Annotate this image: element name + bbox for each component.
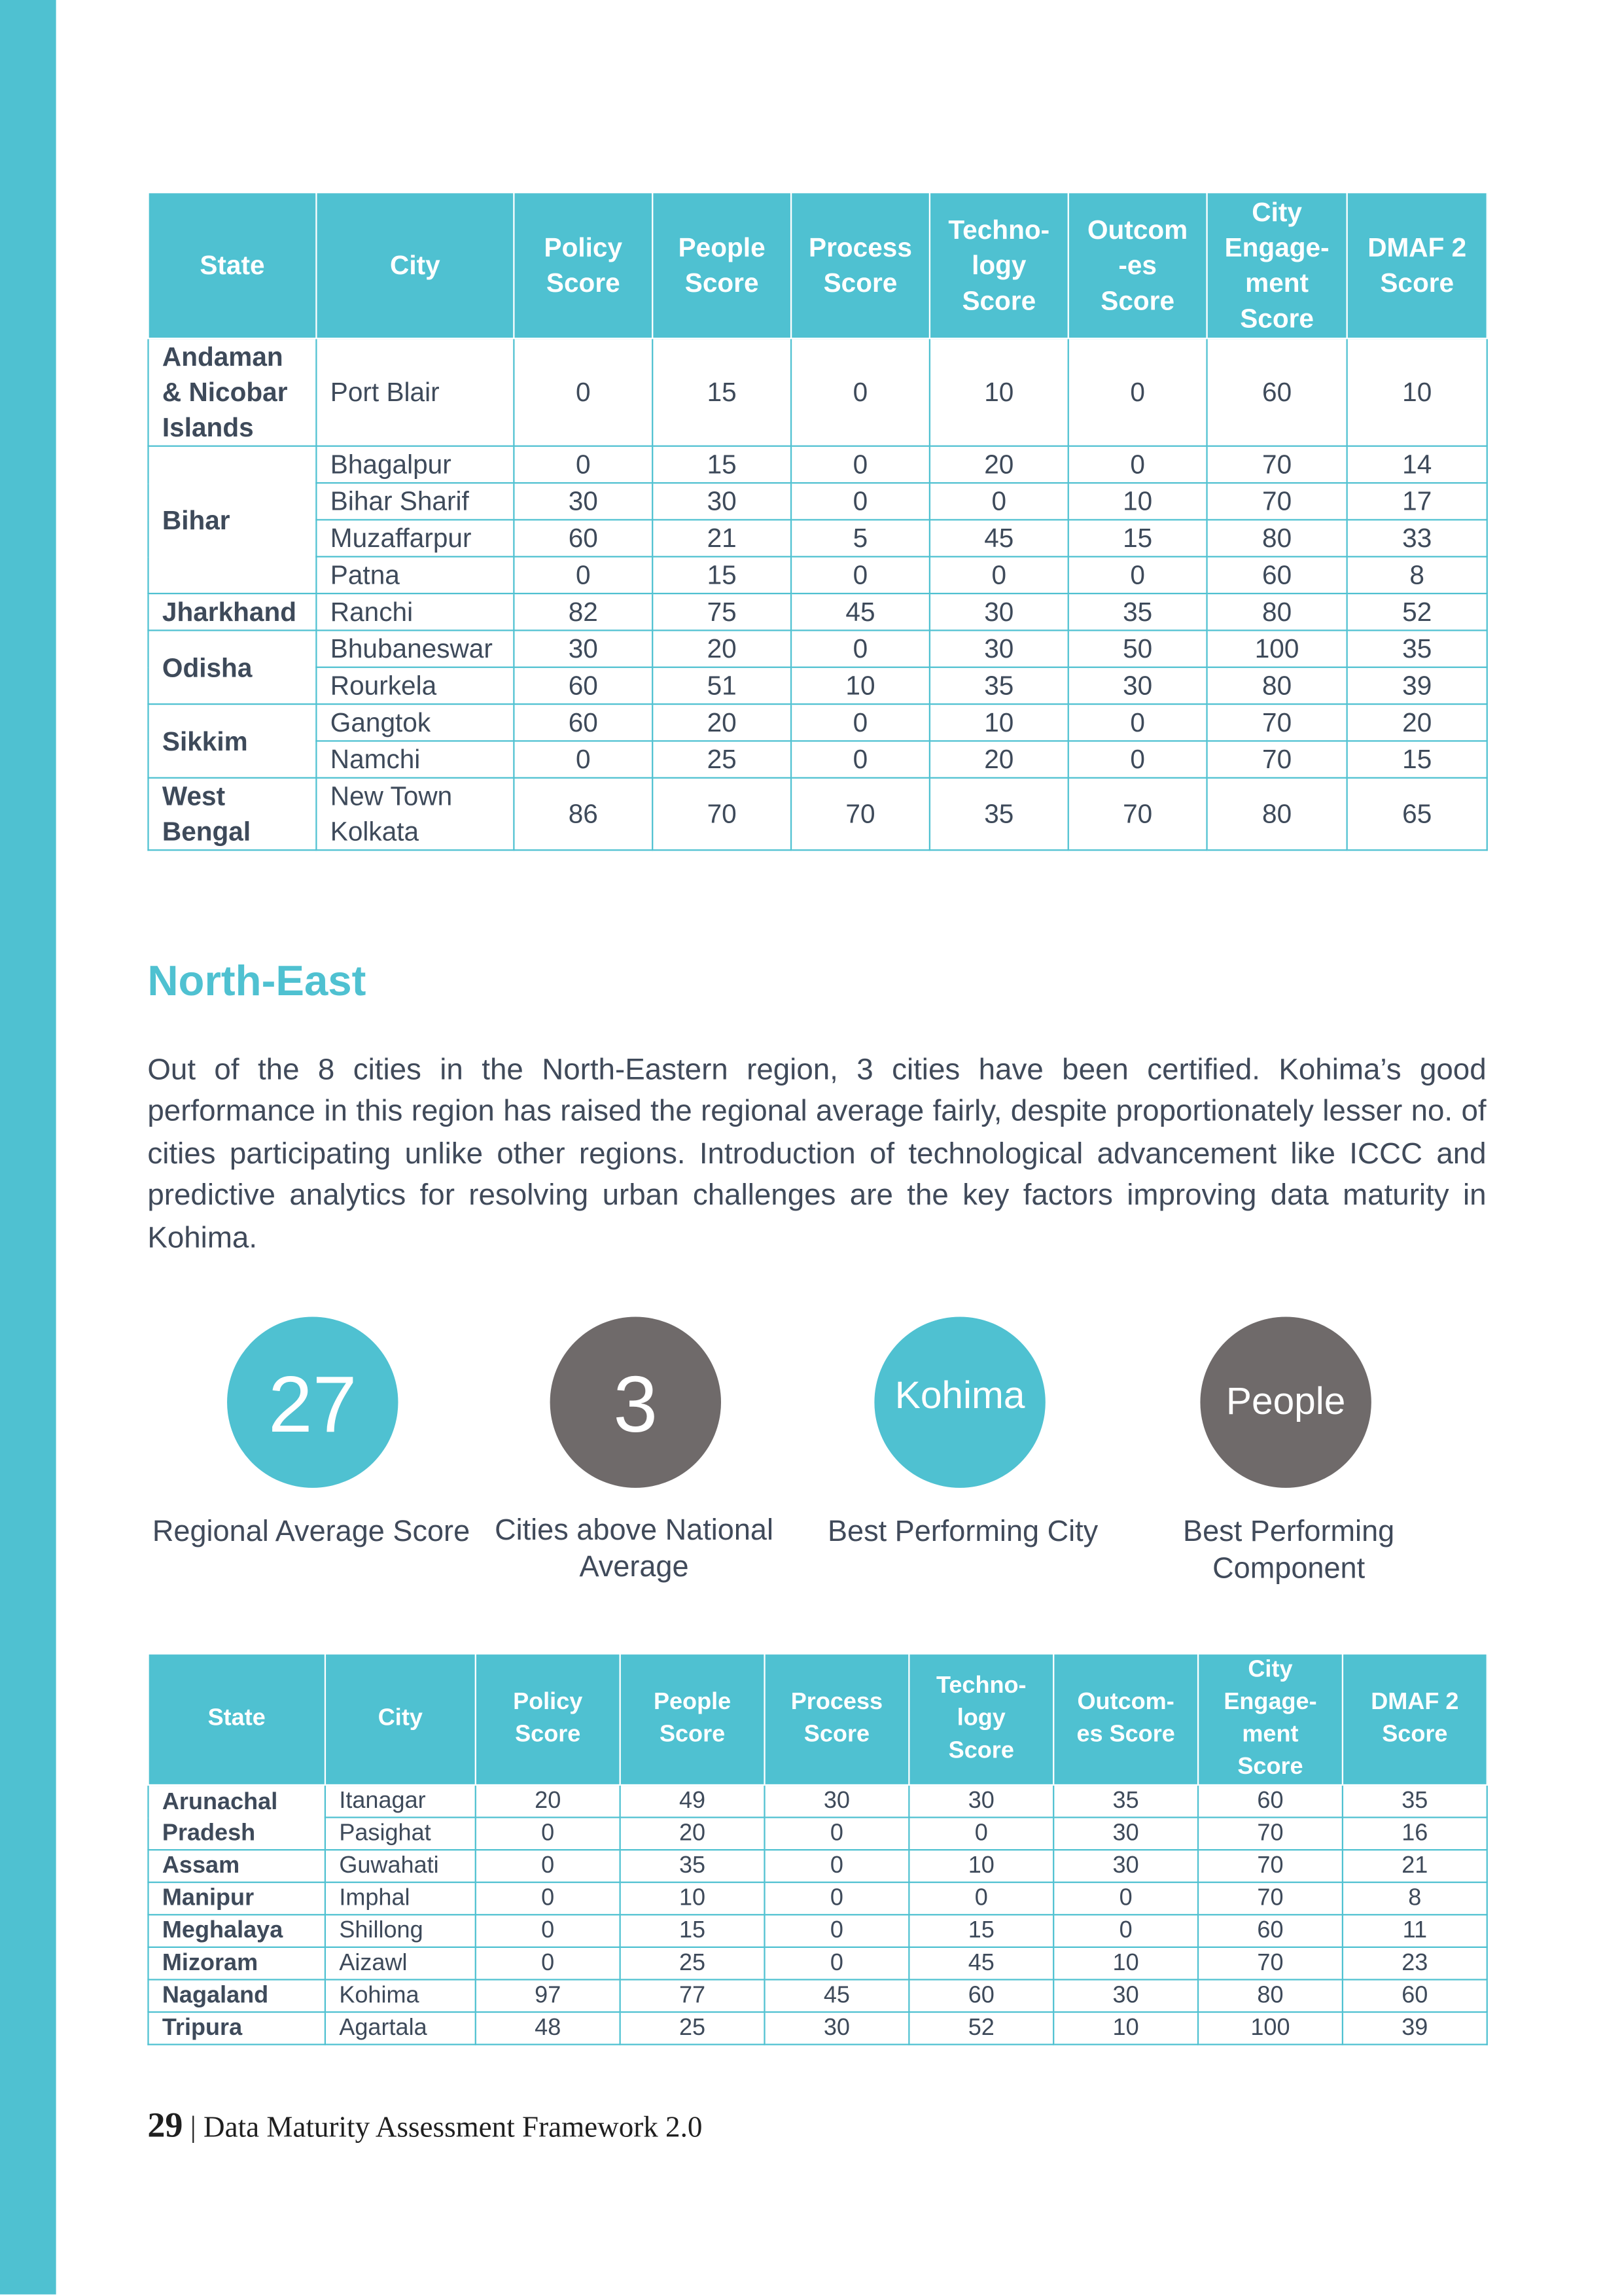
- state-cell: [148, 338, 316, 446]
- state-cell: [148, 630, 316, 704]
- header-line: Techno-: [936, 1673, 1027, 1699]
- score-cell: 60: [514, 667, 652, 704]
- score-cell: 80: [1207, 778, 1347, 850]
- score-cell: 30: [930, 593, 1068, 630]
- score-cell: 20: [620, 1818, 765, 1850]
- stat-label-best-component: Best Performing Component: [1183, 1515, 1395, 1585]
- score-cell: 0: [476, 1882, 620, 1915]
- city-cell: Ranchi: [316, 593, 514, 630]
- column-header-people: [652, 192, 791, 338]
- column-header-people: [620, 1653, 765, 1785]
- state-name-line: Arunachal: [162, 1789, 278, 1815]
- score-cell: 30: [764, 1785, 909, 1818]
- score-cell: 21: [1343, 1850, 1487, 1882]
- state-name-line: Pradesh: [162, 1820, 256, 1846]
- score-cell: 35: [930, 778, 1068, 850]
- state-cell: [148, 1850, 325, 1882]
- score-cell: 17: [1347, 483, 1487, 520]
- header-row: [148, 192, 1487, 338]
- table-body: [148, 338, 1487, 850]
- score-cell: 15: [1068, 520, 1207, 556]
- score-cell: 60: [1198, 1785, 1343, 1818]
- header-line: logy: [957, 1706, 1006, 1731]
- score-cell: 60: [514, 520, 652, 556]
- score-cell: 45: [930, 520, 1068, 556]
- score-cell: 70: [1198, 1882, 1343, 1915]
- state-cell: [148, 2012, 325, 2045]
- score-cell: 70: [1207, 446, 1347, 483]
- state-cell: [148, 1882, 325, 1915]
- state-name-line: Assam: [162, 1853, 240, 1879]
- score-cell: 70: [791, 778, 930, 850]
- score-cell: 15: [652, 446, 791, 483]
- score-cell: 0: [930, 483, 1068, 520]
- city-cell: Aizawl: [325, 1947, 476, 1980]
- score-cell: 30: [930, 630, 1068, 667]
- header-line: Outcom: [1087, 215, 1188, 245]
- score-cell: 30: [514, 630, 652, 667]
- state-cell: [148, 593, 316, 630]
- score-cell: 25: [652, 741, 791, 777]
- column-header-process: [791, 192, 930, 338]
- column-header-state: State: [148, 1653, 325, 1785]
- header-line: City: [1248, 1657, 1293, 1683]
- score-cell: 0: [1068, 704, 1207, 741]
- score-cell: 70: [1068, 778, 1207, 850]
- city-cell: Port Blair: [316, 338, 514, 446]
- column-header-city: City: [316, 192, 514, 338]
- header-line: Policy: [544, 233, 623, 263]
- city-cell: Bhagalpur: [316, 446, 514, 483]
- score-cell: 97: [476, 1979, 620, 2012]
- score-cell: 0: [476, 1818, 620, 1850]
- state-cell: [148, 1785, 325, 1850]
- score-cell: 0: [791, 630, 930, 667]
- score-cell: 70: [652, 778, 791, 850]
- score-cell: 0: [514, 338, 652, 446]
- score-cell: 20: [1347, 704, 1487, 741]
- score-cell: 0: [514, 741, 652, 777]
- state-name-line: Sikkim: [162, 726, 248, 756]
- score-cell: 20: [930, 741, 1068, 777]
- score-cell: 23: [1343, 1947, 1487, 1980]
- score-cell: 0: [791, 338, 930, 446]
- score-cell: 30: [764, 2012, 909, 2045]
- score-cell: 35: [1068, 593, 1207, 630]
- header-line: Score: [1237, 1754, 1303, 1780]
- score-cell: 0: [476, 1850, 620, 1882]
- score-cell: 35: [1343, 1785, 1487, 1818]
- header-line: Process: [809, 233, 912, 263]
- stat-circle-regional-average: [227, 1316, 398, 1487]
- score-cell: 0: [1068, 741, 1207, 777]
- score-cell: 35: [1053, 1785, 1198, 1818]
- score-cell: 10: [1053, 1947, 1198, 1980]
- state-cell: [148, 1979, 325, 2012]
- score-cell: 60: [514, 704, 652, 741]
- score-cell: 20: [930, 446, 1068, 483]
- state-name-line: & Nicobar: [162, 377, 288, 407]
- column-header-dmaf: [1347, 192, 1487, 338]
- score-cell: 51: [652, 667, 791, 704]
- table-row: [148, 778, 1487, 850]
- table-row: [148, 1785, 1487, 1818]
- score-cell: 35: [620, 1850, 765, 1882]
- score-cell: 15: [1347, 741, 1487, 777]
- stat-value: 3: [613, 1361, 658, 1450]
- score-cell: 80: [1207, 520, 1347, 556]
- header-line: Engage-: [1224, 1689, 1317, 1715]
- stat-circle-best-component: [1200, 1316, 1371, 1487]
- score-cell: 8: [1343, 1882, 1487, 1915]
- score-cell: 0: [791, 557, 930, 593]
- header-row: [148, 1653, 1487, 1785]
- header-line: logy: [972, 251, 1027, 281]
- north-east-score-table: [147, 1653, 1488, 2045]
- column-header-outcomes: [1068, 192, 1207, 338]
- score-cell: 0: [1068, 557, 1207, 593]
- score-cell: 80: [1198, 1979, 1343, 2012]
- score-cell: 30: [652, 483, 791, 520]
- section-intro-paragraph: Out of the 8 cities in the North-Eastern region, 3 cities have been certified. Kohima’s good performance in this region has raised the regional average fairly, despite proportionately lesser no. of cities participating unlike other regions. Introduction of technological advancement like ICCC and predictive analytics for resolving urban challenges are the key factors improving data maturity in Kohima.: [147, 1054, 1487, 1254]
- city-cell: Guwahati: [325, 1850, 476, 1882]
- table-row: [148, 630, 1487, 667]
- stat-circle-cities-above-average: [550, 1316, 721, 1487]
- score-cell: 10: [1053, 2012, 1198, 2045]
- score-cell: 11: [1343, 1915, 1487, 1947]
- table-body: [148, 1785, 1487, 2045]
- header-line: Score: [803, 1722, 870, 1748]
- column-header-outcomes: [1053, 1653, 1198, 1785]
- page-footer: [147, 2107, 702, 2147]
- score-cell: 20: [652, 630, 791, 667]
- state-name-line: Manipur: [162, 1886, 255, 1911]
- header-line: ment: [1242, 1722, 1299, 1748]
- score-cell: 0: [791, 446, 930, 483]
- score-cell: 86: [514, 778, 652, 850]
- table-row: [148, 2012, 1487, 2045]
- score-cell: 100: [1198, 2012, 1343, 2045]
- score-cell: 5: [791, 520, 930, 556]
- score-cell: 70: [1198, 1947, 1343, 1980]
- city-cell: Kohima: [325, 1979, 476, 2012]
- header-line: Score: [546, 268, 620, 298]
- score-cell: 45: [909, 1947, 1053, 1980]
- sidebar-accent-bar: [0, 0, 56, 2295]
- score-cell: 10: [909, 1850, 1053, 1882]
- city-cell: Namchi: [316, 741, 514, 777]
- score-cell: 0: [930, 557, 1068, 593]
- city-cell: Muzaffarpur: [316, 520, 514, 556]
- city-cell: New Town Kolkata: [316, 778, 514, 850]
- score-cell: 30: [1068, 667, 1207, 704]
- table-row: [148, 741, 1487, 777]
- table-row: [148, 1979, 1487, 2012]
- score-cell: 10: [620, 1882, 765, 1915]
- header-line: Techno-: [948, 215, 1050, 245]
- table-row: [148, 338, 1487, 446]
- state-cell: [148, 1915, 325, 1947]
- table-row: [148, 1882, 1487, 1915]
- stat-value: People: [1225, 1377, 1346, 1422]
- table-header: [148, 192, 1487, 338]
- score-cell: 10: [1068, 483, 1207, 520]
- score-cell: 0: [764, 1915, 909, 1947]
- score-cell: 0: [1068, 338, 1207, 446]
- east-region-score-table: [147, 192, 1488, 851]
- city-cell: Bihar Sharif: [316, 483, 514, 520]
- table-row: [148, 483, 1487, 520]
- state-cell: [148, 1947, 325, 1980]
- score-cell: 20: [652, 704, 791, 741]
- score-cell: 10: [1347, 338, 1487, 446]
- table-header: [148, 1653, 1487, 1785]
- table-row: [148, 1915, 1487, 1947]
- header-line: Outcom-: [1077, 1689, 1174, 1715]
- score-cell: 15: [909, 1915, 1053, 1947]
- header-line: Score: [1382, 1722, 1448, 1748]
- state-name-line: Odisha: [162, 652, 253, 682]
- score-cell: 0: [476, 1915, 620, 1947]
- table-row: [148, 1947, 1487, 1980]
- score-cell: 0: [909, 1882, 1053, 1915]
- city-cell: Imphal: [325, 1882, 476, 1915]
- score-cell: 33: [1347, 520, 1487, 556]
- state-name-line: Nagaland: [162, 1983, 269, 2009]
- score-cell: 0: [764, 1882, 909, 1915]
- score-cell: 60: [1343, 1979, 1487, 2012]
- city-cell: Pasighat: [325, 1818, 476, 1850]
- score-cell: 0: [909, 1818, 1053, 1850]
- column-header-city: City: [325, 1653, 476, 1785]
- stat-label-best-city: Best Performing City: [827, 1515, 1099, 1549]
- header-line: Score: [684, 268, 759, 298]
- state-name-line: Islands: [162, 413, 254, 443]
- score-cell: 16: [1343, 1818, 1487, 1850]
- city-cell: Gangtok: [316, 704, 514, 741]
- score-cell: 35: [1347, 630, 1487, 667]
- column-header-dmaf: [1343, 1653, 1487, 1785]
- header-line: Process: [790, 1689, 883, 1715]
- score-cell: 100: [1207, 630, 1347, 667]
- footer-title: Data Maturity Assessment Framework 2.0: [203, 2111, 703, 2144]
- table-row: [148, 593, 1487, 630]
- city-cell: Rourkela: [316, 667, 514, 704]
- header-line: Score: [948, 1738, 1014, 1764]
- column-header-engagement: [1207, 192, 1347, 338]
- stat-value: 27: [268, 1361, 357, 1450]
- table-row: [148, 704, 1487, 741]
- header-line: Score: [1101, 286, 1175, 316]
- header-line: DMAF 2: [1371, 1689, 1459, 1715]
- score-cell: 52: [1347, 593, 1487, 630]
- score-cell: 0: [791, 704, 930, 741]
- state-name-line: Meghalaya: [162, 1918, 283, 1944]
- header-line: Score: [1240, 304, 1314, 334]
- state-name-line: Mizoram: [162, 1951, 258, 1976]
- score-cell: 48: [476, 2012, 620, 2045]
- state-name-line: Jharkhand: [162, 597, 297, 627]
- score-cell: 80: [1207, 667, 1347, 704]
- header-line: Score: [823, 268, 898, 298]
- score-cell: 39: [1347, 667, 1487, 704]
- column-header-engagement: [1198, 1653, 1343, 1785]
- score-cell: 80: [1207, 593, 1347, 630]
- score-cell: 30: [1053, 1979, 1198, 2012]
- score-cell: 60: [1207, 338, 1347, 446]
- score-cell: 10: [930, 704, 1068, 741]
- table-row: [148, 557, 1487, 593]
- table-row: [148, 1818, 1487, 1850]
- city-cell: Shillong: [325, 1915, 476, 1947]
- city-cell: Agartala: [325, 2012, 476, 2045]
- score-cell: 30: [909, 1785, 1053, 1818]
- score-cell: 0: [764, 1947, 909, 1980]
- state-cell: [148, 704, 316, 778]
- table-row: [148, 1850, 1487, 1882]
- state-cell: [148, 778, 316, 850]
- score-cell: 15: [620, 1915, 765, 1947]
- score-cell: 10: [930, 338, 1068, 446]
- header-line: Score: [659, 1722, 726, 1748]
- state-name-line: Bengal: [162, 817, 251, 847]
- table-row: [148, 667, 1487, 704]
- score-cell: 30: [514, 483, 652, 520]
- state-name-line: West: [162, 781, 226, 811]
- score-cell: 60: [909, 1979, 1053, 2012]
- score-cell: 70: [1207, 741, 1347, 777]
- header-line: People: [678, 233, 766, 263]
- score-cell: 52: [909, 2012, 1053, 2045]
- score-cell: 39: [1343, 2012, 1487, 2045]
- score-cell: 49: [620, 1785, 765, 1818]
- page-number: 29: [147, 2107, 183, 2146]
- score-cell: 60: [1207, 557, 1347, 593]
- header-line: ment: [1245, 268, 1309, 298]
- score-cell: 0: [476, 1947, 620, 1980]
- score-cell: 0: [791, 741, 930, 777]
- header-line: -es: [1118, 251, 1157, 281]
- score-cell: 75: [652, 593, 791, 630]
- score-cell: 0: [514, 557, 652, 593]
- score-cell: 82: [514, 593, 652, 630]
- header-line: Score: [962, 286, 1036, 316]
- score-cell: 21: [652, 520, 791, 556]
- stat-label-regional-average: Regional Average Score: [152, 1515, 470, 1549]
- column-header-policy: [514, 192, 652, 338]
- score-cell: 0: [514, 446, 652, 483]
- score-cell: 35: [930, 667, 1068, 704]
- stat-value: Kohima: [894, 1371, 1025, 1417]
- state-name-line: Andaman: [162, 342, 283, 372]
- score-cell: 15: [652, 338, 791, 446]
- column-header-technology: [909, 1653, 1053, 1785]
- city-cell: Itanagar: [325, 1785, 476, 1818]
- header-line: Score: [515, 1722, 581, 1748]
- score-cell: 70: [1198, 1850, 1343, 1882]
- section-title: North-East: [147, 958, 366, 1006]
- column-header-process: [764, 1653, 909, 1785]
- header-line: es Score: [1076, 1722, 1175, 1748]
- score-cell: 25: [620, 1947, 765, 1980]
- score-cell: 25: [620, 2012, 765, 2045]
- score-cell: 45: [764, 1979, 909, 2012]
- score-cell: 0: [1068, 446, 1207, 483]
- score-cell: 45: [791, 593, 930, 630]
- city-cell: Bhubaneswar: [316, 630, 514, 667]
- score-cell: 0: [791, 483, 930, 520]
- header-line: City: [1252, 197, 1302, 228]
- state-name-line: Tripura: [162, 2015, 243, 2041]
- score-cell: 0: [1053, 1915, 1198, 1947]
- state-cell: [148, 446, 316, 593]
- score-cell: 15: [652, 557, 791, 593]
- city-cell: Patna: [316, 557, 514, 593]
- score-cell: 60: [1198, 1915, 1343, 1947]
- table-row: [148, 446, 1487, 483]
- score-cell: 30: [1053, 1850, 1198, 1882]
- score-cell: 65: [1347, 778, 1487, 850]
- score-cell: 0: [1053, 1882, 1198, 1915]
- score-cell: 77: [620, 1979, 765, 2012]
- stat-circle-best-city: [874, 1316, 1045, 1487]
- column-header-technology: [930, 192, 1068, 338]
- header-line: Score: [1380, 268, 1455, 298]
- header-line: Engage-: [1224, 233, 1330, 263]
- score-cell: 0: [764, 1818, 909, 1850]
- score-cell: 70: [1207, 704, 1347, 741]
- stat-label-cities-above-average: Cities above National Average: [495, 1514, 774, 1584]
- header-line: DMAF 2: [1367, 233, 1467, 263]
- score-cell: 30: [1053, 1818, 1198, 1850]
- state-name-line: Bihar: [162, 504, 230, 535]
- score-cell: 8: [1347, 557, 1487, 593]
- column-header-state: State: [148, 192, 316, 338]
- score-cell: 70: [1207, 483, 1347, 520]
- footer-separator: |: [190, 2111, 196, 2144]
- table-row: [148, 520, 1487, 556]
- score-cell: 10: [791, 667, 930, 704]
- score-cell: 70: [1198, 1818, 1343, 1850]
- score-cell: 50: [1068, 630, 1207, 667]
- header-line: People: [653, 1689, 732, 1715]
- column-header-policy: [476, 1653, 620, 1785]
- score-cell: 14: [1347, 446, 1487, 483]
- score-cell: 0: [764, 1850, 909, 1882]
- header-line: Policy: [513, 1689, 583, 1715]
- score-cell: 20: [476, 1785, 620, 1818]
